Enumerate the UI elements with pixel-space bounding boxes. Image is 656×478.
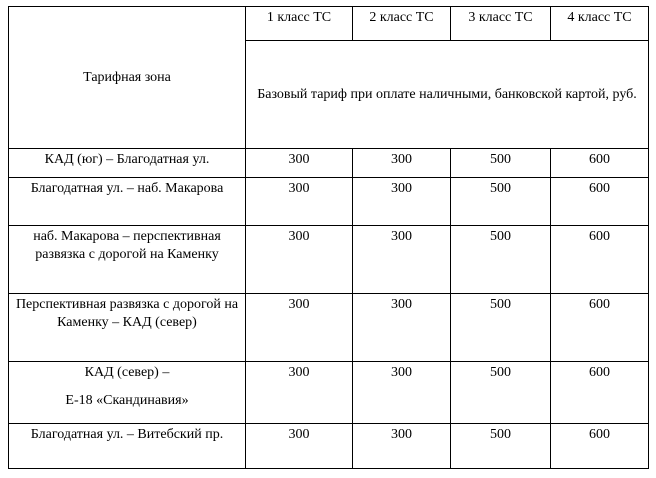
table-row: [9, 226, 649, 294]
class-header-1: 1 класс ТС: [246, 7, 353, 41]
class-1-value: 300: [246, 362, 353, 424]
zone-cell: Благодатная ул. – Витебский пр.: [9, 424, 246, 469]
zone-cell: КАД (юг) – Благодатная ул.: [9, 149, 246, 178]
class-1-value: 300: [246, 149, 353, 178]
table-row: [9, 424, 649, 469]
class-3-value: 500: [451, 226, 551, 294]
class-4-value: 600: [551, 424, 649, 469]
zone-header: Тарифная зона: [9, 7, 246, 149]
class-2-value: 300: [353, 178, 451, 226]
class-header-2: 2 класс ТС: [353, 7, 451, 41]
class-2-value: 300: [353, 424, 451, 469]
class-4-value: 600: [551, 178, 649, 226]
class-header-3: 3 класс ТС: [451, 7, 551, 41]
class-4-value: 600: [551, 226, 649, 294]
table-row: [9, 149, 649, 178]
class-4-value: 600: [551, 294, 649, 362]
header-row: [9, 7, 649, 41]
class-3-value: 500: [451, 178, 551, 226]
class-header-4: 4 класс ТС: [551, 7, 649, 41]
class-1-value: 300: [246, 424, 353, 469]
class-2-value: 300: [353, 149, 451, 178]
class-2-value: 300: [353, 294, 451, 362]
class-1-value: 300: [246, 226, 353, 294]
class-1-value: 300: [246, 178, 353, 226]
zone-line-1: КАД (север) –: [84, 365, 170, 380]
zone-cell: Перспективная развязка с дорогой на Каменку – КАД (север): [9, 294, 246, 362]
class-1-value: 300: [246, 294, 353, 362]
zone-cell: наб. Макарова – перспективная развязка с дорогой на Каменку: [9, 226, 246, 294]
class-3-value: 500: [451, 149, 551, 178]
class-4-value: 600: [551, 149, 649, 178]
class-3-value: 500: [451, 362, 551, 424]
class-2-value: 300: [353, 362, 451, 424]
zone-cell: [9, 362, 246, 424]
class-3-value: 500: [451, 294, 551, 362]
table-row: [9, 178, 649, 226]
class-4-value: 600: [551, 362, 649, 424]
table-row: [9, 294, 649, 362]
base-tariff-header: Базовый тариф при оплате наличными, банковской картой, руб.: [246, 41, 649, 149]
table-row: [9, 362, 649, 424]
tariff-table: [8, 6, 649, 469]
zone-cell: Благодатная ул. – наб. Макарова: [9, 178, 246, 226]
class-2-value: 300: [353, 226, 451, 294]
class-3-value: 500: [451, 424, 551, 469]
zone-line-2: Е-18 «Скандинавия»: [65, 393, 189, 408]
